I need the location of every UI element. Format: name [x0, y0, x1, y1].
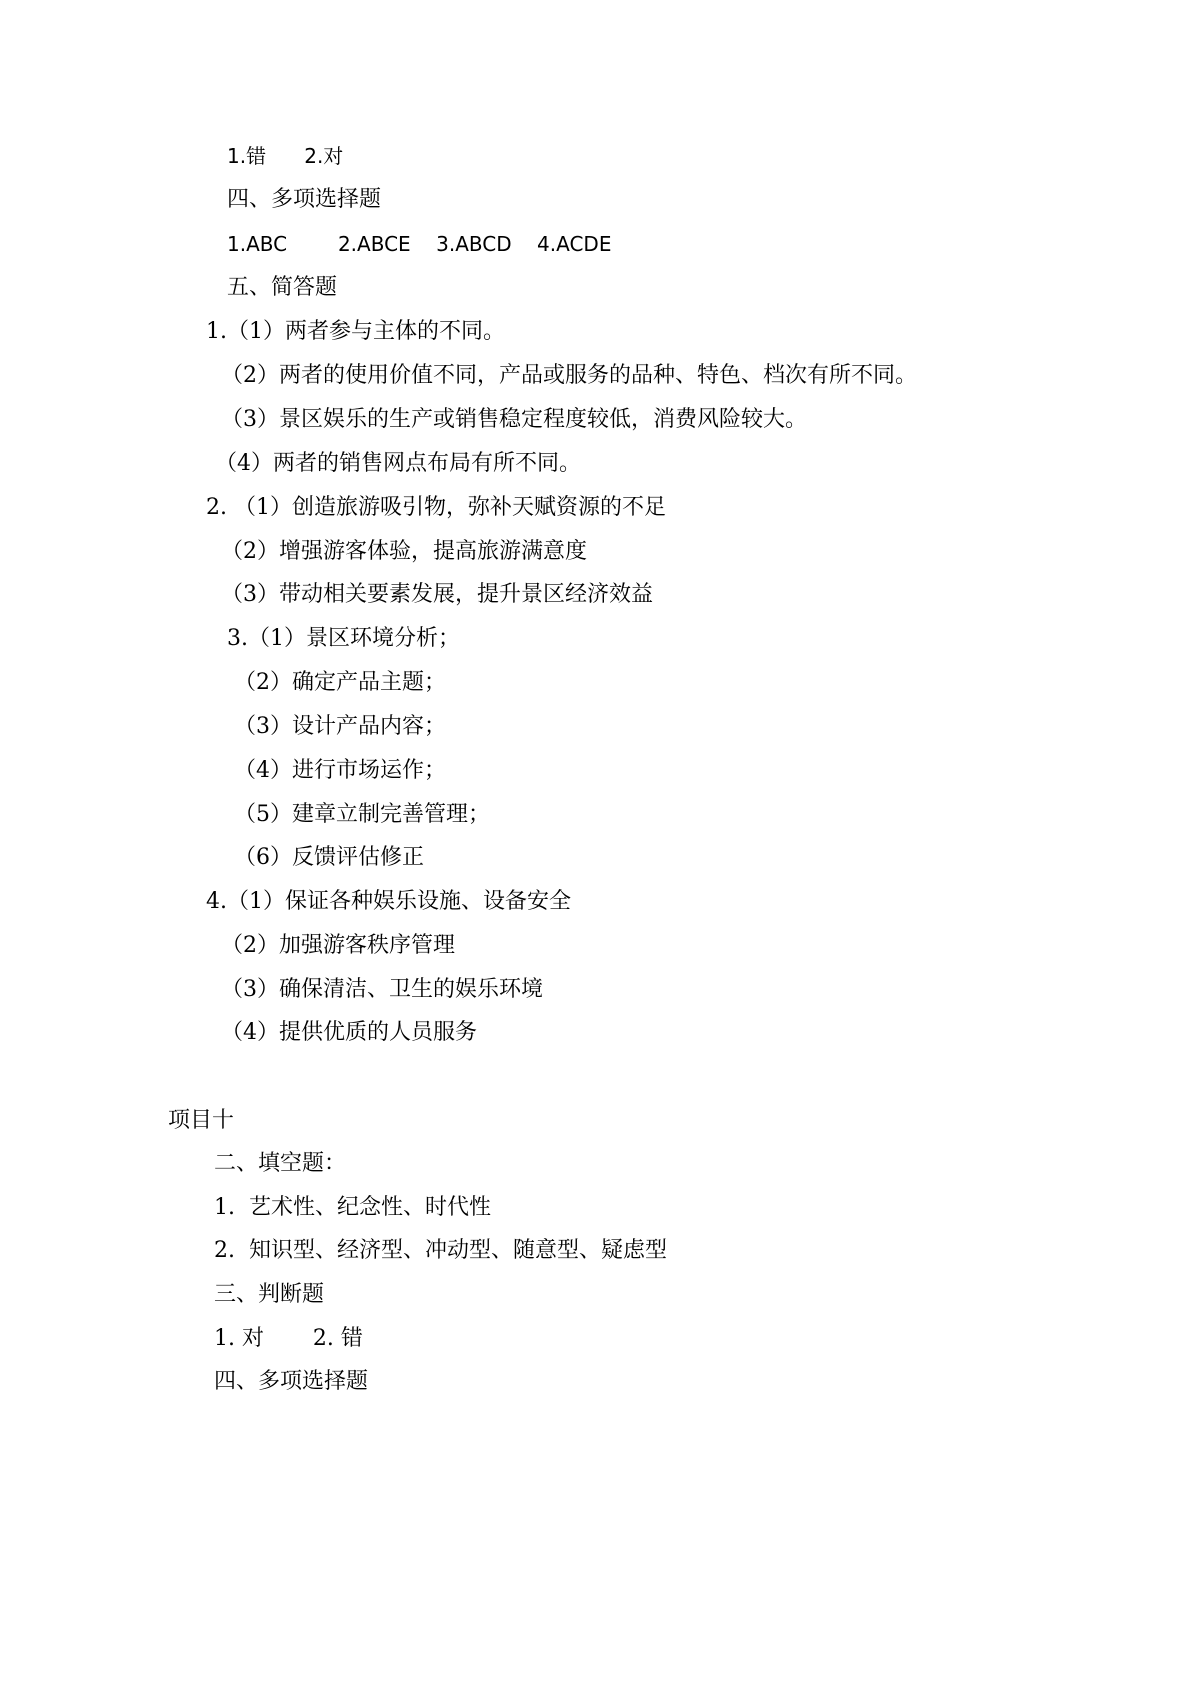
section-heading: 五、简答题: [227, 275, 338, 300]
answer-line: 4.（1）保证各种娱乐设施、设备安全: [206, 889, 571, 914]
answer-line: （2）确定产品主题；: [234, 670, 446, 695]
answer-line: （6）反馈评估修正: [234, 845, 424, 870]
answer-line: 1.ABC 2.ABCE 3.ABCD 4.ACDE: [227, 232, 612, 256]
section-heading: 二、填空题：: [214, 1151, 347, 1176]
answer-line: 1.（1）两者参与主体的不同。: [206, 319, 505, 344]
answer-line: （4）两者的销售网点布局有所不同。: [215, 451, 581, 476]
answer-line: （3）设计产品内容；: [234, 714, 446, 739]
answer-line: 1.错 2.对: [227, 144, 344, 168]
answer-line: （4）提供优质的人员服务: [221, 1020, 477, 1045]
answer-line: （2）增强游客体验，提高旅游满意度: [221, 539, 587, 564]
answer-line: （3）景区娱乐的生产或销售稳定程度较低，消费风险较大。: [221, 407, 807, 432]
answer-line: （3）确保清洁、卫生的娱乐环境: [221, 977, 543, 1002]
answer-line: （2）加强游客秩序管理: [221, 933, 455, 958]
answer-line: （4）进行市场运作；: [234, 758, 446, 783]
answer-line: 2. （1）创造旅游吸引物，弥补天赋资源的不足: [206, 495, 666, 520]
section-heading: 四、多项选择题: [227, 187, 382, 212]
section-heading: 三、判断题: [214, 1282, 325, 1307]
answer-line: 1. 对 2. 错: [214, 1326, 363, 1351]
answer-line: 3.（1）景区环境分析；: [227, 626, 460, 651]
answer-line: （3）带动相关要素发展，提升景区经济效益: [221, 582, 653, 607]
answer-line: 1. 艺术性、纪念性、时代性: [214, 1195, 491, 1220]
answer-line: 2. 知识型、经济型、冲动型、随意型、疑虑型: [214, 1238, 667, 1263]
project-heading: 项目十: [168, 1108, 235, 1133]
answer-line: （2）两者的使用价值不同，产品或服务的品种、特色、档次有所不同。: [221, 363, 917, 388]
section-heading: 四、多项选择题: [214, 1369, 369, 1394]
answer-line: （5）建章立制完善管理；: [234, 802, 490, 827]
